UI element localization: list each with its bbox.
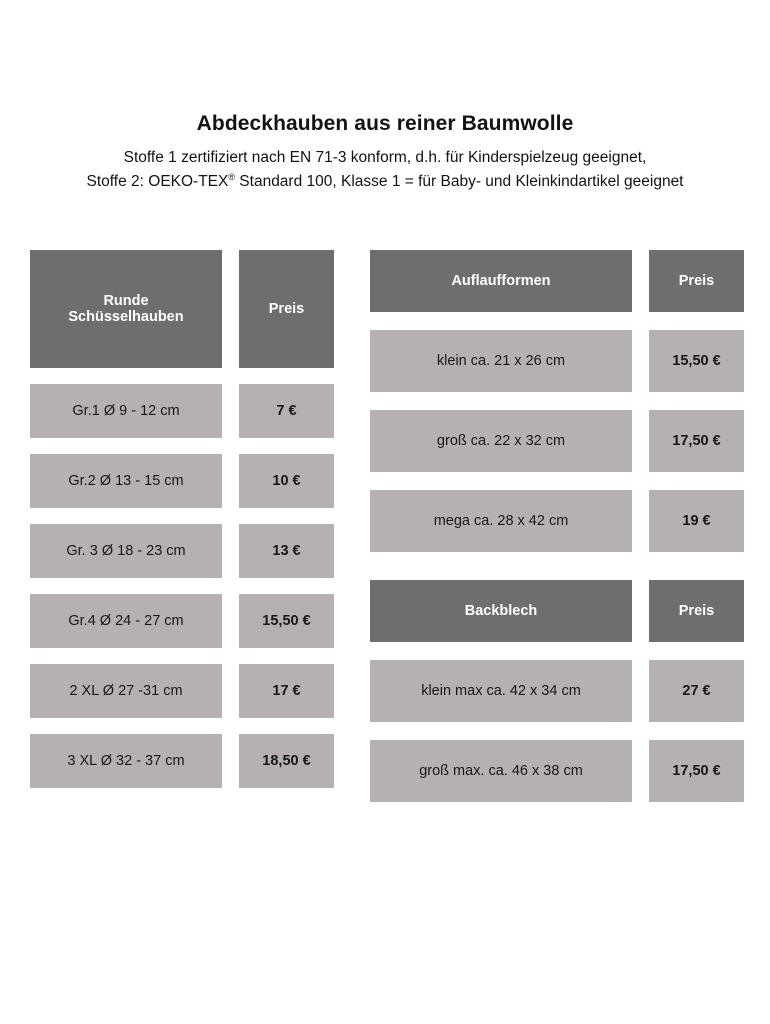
column-gap [632,250,649,312]
product-price: 15,50 € [649,330,744,392]
backblech-table [370,580,744,802]
row-gap-cell [370,392,744,410]
column-gap [632,410,649,472]
table-row [30,664,334,718]
product-price: 17,50 € [649,410,744,472]
product-price: 13 € [239,524,334,578]
table-row [370,740,744,802]
column-header-product [30,250,222,368]
product-price: 15,50 € [239,594,334,648]
subtitle-line-2-part-a: Stoffe 2: OEKO-TEX [86,173,229,191]
product-label: Gr.1 Ø 9 - 12 cm [30,384,222,438]
page-subtitle [25,146,745,194]
table-header-row [370,250,744,312]
table-row [30,384,334,438]
product-label: groß ca. 22 x 32 cm [370,410,632,472]
row-gap [30,438,334,454]
column-header-product: Backblech [370,580,632,642]
row-gap [370,392,744,410]
row-gap-cell [30,508,334,524]
subtitle-line-2 [25,170,745,194]
row-gap [370,312,744,330]
product-label: klein max ca. 42 x 34 cm [370,660,632,722]
table-row [370,410,744,472]
row-gap-cell [30,578,334,594]
table-row [30,734,334,788]
subtitle-line-2-part-b: Standard 100, Klasse 1 = für Baby- und Kleinkindartikel geeignet [235,173,684,191]
product-price: 18,50 € [239,734,334,788]
column-header-price: Preis [239,250,334,368]
product-price: 17 € [239,664,334,718]
row-gap [370,642,744,660]
table-header-row [370,580,744,642]
product-label: Gr. 3 Ø 18 - 23 cm [30,524,222,578]
auflaufformen-table [370,250,744,552]
table-row [370,490,744,552]
product-label: groß max. ca. 46 x 38 cm [370,740,632,802]
right-tables-column [370,250,744,802]
row-gap-cell [370,722,744,740]
product-price: 17,50 € [649,740,744,802]
column-gap [222,250,239,368]
column-header-price: Preis [649,580,744,642]
row-gap [370,722,744,740]
column-gap [222,524,239,578]
column-header-price: Preis [649,250,744,312]
table-row [30,594,334,648]
row-gap-cell [370,312,744,330]
row-gap-cell [370,472,744,490]
column-gap [632,580,649,642]
row-gap-cell [30,718,334,734]
column-gap [632,490,649,552]
product-label: Gr.2 Ø 13 - 15 cm [30,454,222,508]
row-gap [30,508,334,524]
row-gap [30,718,334,734]
column-gap [632,660,649,722]
column-header-product: Auflaufformen [370,250,632,312]
product-label: 3 XL Ø 32 - 37 cm [30,734,222,788]
column-gap [222,454,239,508]
column-header-product-line-1: Runde [103,293,149,309]
column-gap [222,734,239,788]
document-header [0,0,770,194]
row-gap-cell [30,368,334,384]
row-gap [30,578,334,594]
product-price: 19 € [649,490,744,552]
table-runde-schuesselhauben [30,250,334,788]
row-gap [30,368,334,384]
product-price: 10 € [239,454,334,508]
page-title: Abdeckhauben aus reiner Baumwolle [196,112,574,135]
product-price: 7 € [239,384,334,438]
table-row [370,660,744,722]
table-row [30,524,334,578]
registered-trademark-symbol: ® [228,171,235,182]
table-row [370,330,744,392]
table-header-row [30,250,334,368]
product-label: Gr.4 Ø 24 - 27 cm [30,594,222,648]
product-label: mega ca. 28 x 42 cm [370,490,632,552]
column-gap [222,594,239,648]
row-gap-cell [370,642,744,660]
product-label: 2 XL Ø 27 -31 cm [30,664,222,718]
subtitle-line-1: Stoffe 1 zertifiziert nach EN 71-3 konform, d.h. für Kinderspielzeug geeignet, [123,149,647,166]
runde-schuesselhauben-table [30,250,334,788]
row-gap [30,648,334,664]
column-gap [222,664,239,718]
row-gap-cell [30,438,334,454]
row-gap-cell [30,648,334,664]
column-header-product-line-2: Schüsselhauben [68,309,184,325]
product-label: klein ca. 21 x 26 cm [370,330,632,392]
table-row [30,454,334,508]
column-gap [632,740,649,802]
column-gap [632,330,649,392]
row-gap [370,472,744,490]
product-price: 27 € [649,660,744,722]
column-gap [222,384,239,438]
table-block-gap [370,552,744,580]
